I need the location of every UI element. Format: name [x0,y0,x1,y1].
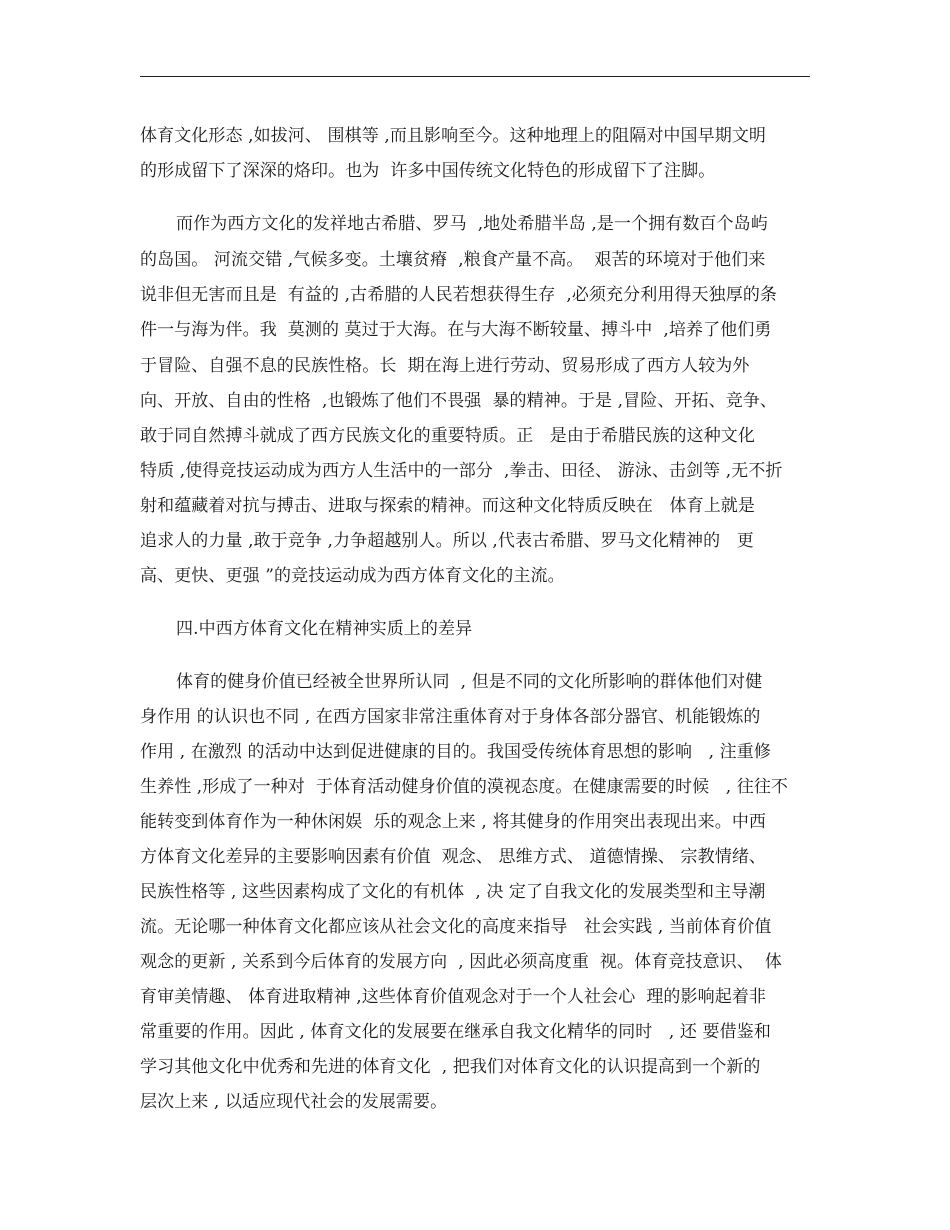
text-line: 的岛国。 河流交错 ,气候多变。土壤贫瘠 ,粮食产量不高。 艰苦的环境对于他们来 [140,250,766,270]
text-line: 体育的健身价值已经被全世界所认同 , 但是不同的文化所影响的群体他们对健 [176,672,763,692]
text-line: 体育文化形态 ,如拔河、 围棋等 ,而且影响至今。这种地理上的阻隔对中国早期文明 [140,126,767,146]
text-line: 层次上来 , 以适应现代社会的发展需要。 [140,1092,448,1112]
text-line: 追求人的力量 ,敢于竞争 ,力争超越别人。所以 ,代表古希腊、罗马文化精神的 更 [140,531,754,551]
text-line: 特质 ,使得竞技运动成为西方人生活中的一部分 ,拳击、田径、 游泳、击剑等 ,无不折 [140,461,783,481]
text-line: 学习其他文化中优秀和先进的体育文化 , 把我们对体育文化的认识提高到一个新的 [140,1057,761,1077]
text-line: 射和蕴藏着对抗与搏击、进取与探索的精神。而这种文化特质反映在 体育上就是 [140,496,756,516]
text-line: 观念的更新 , 关系到今后体育的发展方向 , 因此必须高度重 视。体育竞技意识、 体 [140,952,782,972]
text-line: 能转变到体育作为一种休闲娱 乐的观念上来 , 将其健身的作用突出表现出来。中西 [140,812,767,832]
text-line: 方体育文化差异的主要影响因素有价值 观念、 思维方式、 道德情操、 宗教情绪、 [140,847,767,867]
text-line: 育审美情趣、 体育进取精神 ,这些体育价值观念对于一个人社会心 理的影响起着非 [140,987,767,1007]
text-line: 向、开放、自由的性格 ,也锻炼了他们不畏强 暴的精神。于是 ,冒险、开拓、竞争、 [140,391,778,411]
text-line: 高、更快、更强 ”的竞技运动成为西方体育文化的主流。 [140,566,565,586]
text-line: 说非但无害而且是 有益的 ,古希腊的人民若想获得生存 ,必须充分利用得天独厚的条 [140,285,778,305]
text-line: 的形成留下了深深的烙印。也为 许多中国传统文化特色的形成留下了注脚。 [140,161,716,181]
heading-text: 四.中西方体育文化在精神实质上的差异 [176,619,473,639]
text-line: 民族性格等 , 这些因素构成了文化的有机体 , 决 定了自我文化的发展类型和主导潮 [140,882,766,902]
text-line: 而作为西方文化的发祥地古希腊、罗马 ,地处希腊半岛 ,是一个拥有数百个岛屿 [176,214,768,234]
text-line: 作用 , 在激烈 的活动中达到促进健康的目的。我国受传统体育思想的影响 , 注重修 [140,742,771,762]
text-line: 于冒险、自强不息的民族性格。长 期在海上进行劳动、贸易形成了西方人较为外 [140,356,750,376]
text-line: 件一与海为伴。我 莫测的 莫过于大海。在与大海不断较量、搏斗中 ,培养了他们勇 [140,320,772,340]
text-line: 敢于同自然搏斗就成了西方民族文化的重要特质。正 是由于希腊民族的这种文化 [140,426,756,446]
text-line: 流。无论哪一种体育文化都应该从社会文化的高度来指导 社会实践 , 当前体育价值 [140,917,772,937]
text-line: 身作用 的认识也不同 , 在西方国家非常注重体育对于身体各部分器官、机能锻炼的 [140,707,761,727]
text-line: 生养性 ,形成了一种对 于体育活动健身价值的漠视态度。在健康需要的时候 , 往往不 [140,777,789,797]
header-rule [140,76,810,77]
text-line: 常重要的作用。因此 , 体育文化的发展要在继承自我文化精华的同时 , 还 要借鉴和 [140,1022,771,1042]
